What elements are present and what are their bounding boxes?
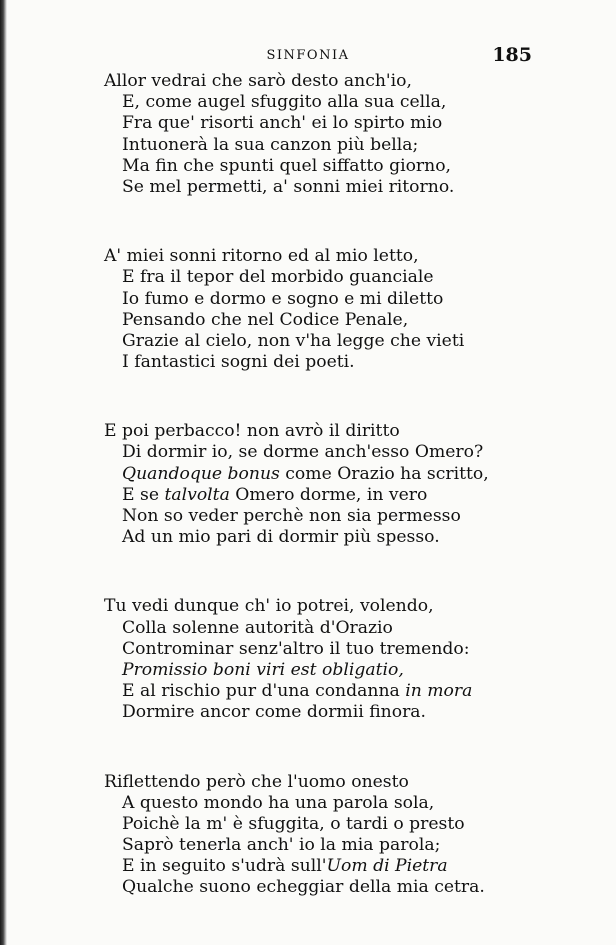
line-text: E al rischio pur d'una condanna: [122, 681, 406, 702]
poem-line: Riflettendo però che l'uomo onesto: [104, 771, 409, 792]
running-head: [0, 44, 616, 68]
poem-line: [104, 856, 604, 877]
poem-line: I fantastici sogni dei poeti.: [122, 352, 355, 373]
poem-line: Io fumo e dormo e sogno e mi diletto: [122, 288, 444, 309]
page-number: 185: [492, 44, 532, 66]
poem-line: Qualche suono echeggiar della mia cetra.: [122, 877, 485, 898]
stanza-3: [104, 421, 604, 548]
stanza-5: [104, 772, 604, 899]
poem-line: Grazie al cielo, non v'ha legge che vieti: [122, 330, 465, 351]
poem-line: Poichè la m' è sfuggita, o tardi o presto: [122, 813, 465, 834]
stanza-2: [104, 246, 604, 373]
line-text: Omero dorme, in vero: [229, 484, 428, 505]
poem-line: Di dormir io, se dorme anch'esso Omero?: [122, 442, 484, 463]
poem-line: Allor vedrai che sarò desto anch'io,: [104, 71, 412, 91]
poem-line: A' miei sonni ritorno ed al mio letto,: [104, 246, 419, 267]
latin-quote: Promissio boni viri est obligatio,: [122, 659, 404, 680]
poem-line: E poi perbacco! non avrò il diritto: [104, 421, 400, 442]
line-text: E in seguito s'udrà sull': [122, 856, 327, 877]
stanza-1: [104, 71, 604, 198]
latin-quote: Quandoque bonus: [122, 463, 280, 484]
emphasis-word: talvolta: [164, 484, 230, 505]
latin-phrase: in mora: [405, 681, 473, 702]
poem-line: Se mel permetti, a' sonni miei ritorno.: [122, 176, 455, 197]
line-text: E se: [122, 484, 165, 505]
poem-line: Saprò tenerla anch' io la mia parola;: [122, 835, 441, 856]
poem-line: E fra il tepor del morbido guanciale: [122, 267, 434, 288]
poem-line: Controminar senz'altro il tuo tremendo:: [122, 638, 470, 659]
poem-line: Tu vedi dunque ch' io potrei, volendo,: [104, 596, 434, 617]
poem-line: Non so veder perchè non sia permesso: [122, 506, 461, 526]
poem-line: Pensando che nel Codice Penale,: [122, 309, 409, 330]
poem-line: Intuonerà la sua canzon più bella;: [122, 134, 419, 155]
poem-line: Fra que' risorti anch' ei lo spirto mio: [122, 113, 443, 134]
book-binding-edge: [0, 0, 7, 945]
stanza-4: [104, 596, 604, 723]
poem-line: [104, 485, 604, 506]
poem-line: E, come augel sfuggito alla sua cella,: [122, 92, 447, 113]
poem-line: A questo mondo ha una parola sola,: [122, 792, 435, 813]
poem-line: Dormire ancor come dormii finora.: [122, 702, 426, 723]
poem-line: [104, 660, 604, 681]
poem-line: Ma fin che spunti quel siffatto giorno,: [122, 155, 452, 176]
poem-line: Colla solenne autorità d'Orazio: [122, 617, 393, 638]
poem-line: Ad un mio pari di dormir più spesso.: [122, 527, 440, 548]
running-title: SINFONIA: [266, 48, 350, 63]
poem: [104, 71, 604, 947]
line-text: come Orazio ha scritto,: [279, 463, 489, 484]
title-reference: Uom di Pietra: [326, 856, 448, 877]
poem-line: [104, 464, 604, 485]
poem-line: [104, 681, 604, 702]
